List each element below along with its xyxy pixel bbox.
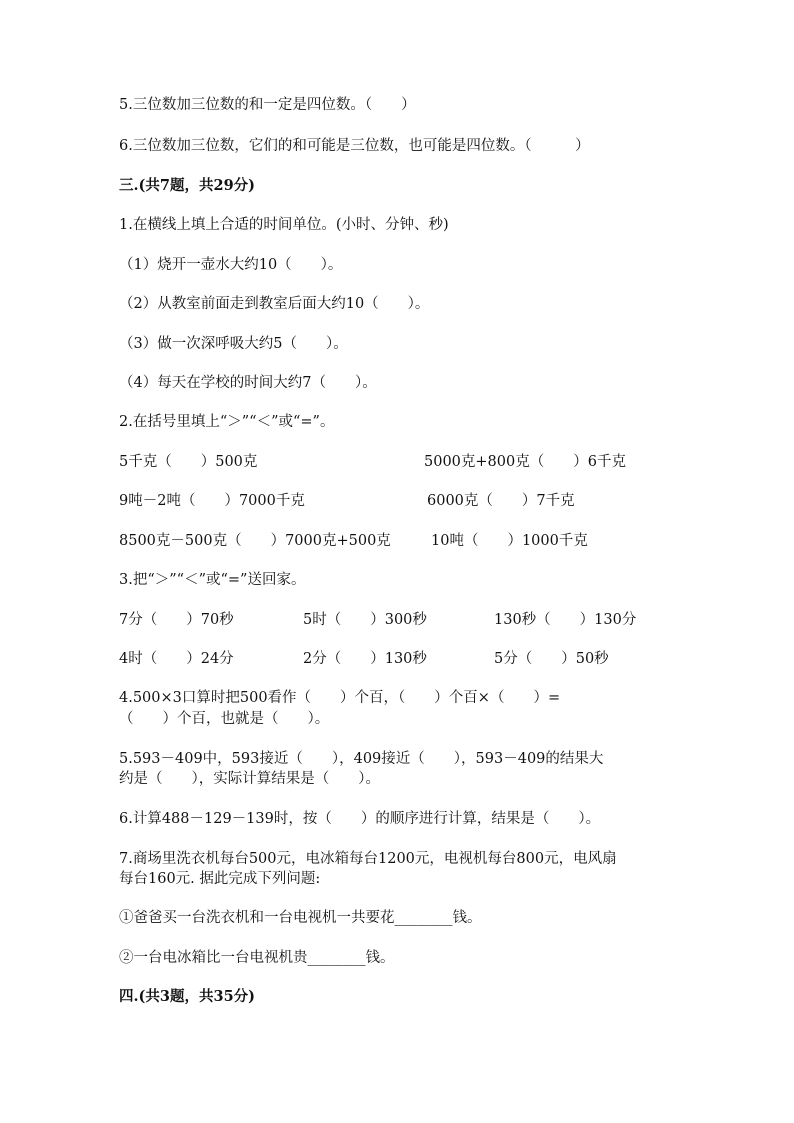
q2-row1-right: 5000克+800克（ ）6千克 xyxy=(424,454,626,470)
s3-question-5-line-1: 5.593－409中，593接近（ ），409接近（ ），593－409的结果大 xyxy=(119,751,604,767)
s3-question-1-part-1: （1）烧开一壶水大约10（ ）。 xyxy=(119,257,343,273)
s3-question-3: 3.把“＞”“＜”或“=”送回家。 xyxy=(119,572,306,588)
s3-question-7-line-2: 每台160元. 据此完成下列问题: xyxy=(119,871,321,887)
q2-row1-left: 5千克（ ）500克 xyxy=(119,454,258,470)
s3-question-1-part-3: （3）做一次深呼吸大约5（ ）。 xyxy=(119,336,348,352)
s3-question-7-line-1: 7.商场里洗衣机每台500元，电冰箱每台1200元，电视机每台800元，电风扇 xyxy=(119,851,617,867)
q2-row3-left: 8500克－500克（ ）7000克+500克 xyxy=(119,533,391,549)
q3-row1-col3: 130秒（ ）130分 xyxy=(494,612,637,628)
s3-question-1: 1.在横线上填上合适的时间单位。(小时、分钟、秒) xyxy=(119,217,449,233)
q2-row2-left: 9吨－2吨（ ）7000千克 xyxy=(119,493,305,509)
q2-row3-right: 10吨（ ）1000千克 xyxy=(431,533,588,549)
q2-row2-right: 6000克（ ）7千克 xyxy=(427,493,575,509)
section-4-heading: 四.(共3题，共35分) xyxy=(119,988,256,1005)
question-6: 6.三位数加三位数，它们的和可能是三位数，也可能是四位数。（ ） xyxy=(119,138,590,154)
s3-question-5-line-2: 约是（ ），实际计算结果是（ ）。 xyxy=(119,771,380,787)
s3-question-2: 2.在括号里填上“＞”“＜”或“=”。 xyxy=(119,414,335,430)
s3-question-7-part-2: ②一台电冰箱比一台电视机贵________钱。 xyxy=(119,950,395,966)
s3-question-4-line-1: 4.500×3口算时把500看作（ ）个百，（ ）个百×（ ）= xyxy=(119,690,561,706)
s3-question-1-part-2: （2）从教室前面走到教室后面大约10（ ）。 xyxy=(119,296,430,312)
q3-row2-col2: 2分（ ）130秒 xyxy=(303,651,427,667)
q3-row1-col1: 7分（ ）70秒 xyxy=(119,612,234,628)
q3-row1-col2: 5时（ ）300秒 xyxy=(303,612,427,628)
question-5: 5.三位数加三位数的和一定是四位数。（ ） xyxy=(119,97,416,113)
q3-row2-col1: 4时（ ）24分 xyxy=(119,651,234,667)
s3-question-1-part-4: （4）每天在学校的时间大约7（ ）。 xyxy=(119,375,377,391)
s3-question-6: 6.计算488－129－139时，按（ ）的顺序进行计算，结果是（ ）。 xyxy=(119,811,601,827)
s3-question-7-part-1: ①爸爸买一台洗衣机和一台电视机一共要花________钱。 xyxy=(119,910,482,926)
section-3-heading: 三.(共7题，共29分) xyxy=(119,177,256,194)
q3-row2-col3: 5分（ ）50秒 xyxy=(494,651,609,667)
s3-question-4-line-2: （ ）个百，也就是（ ）。 xyxy=(119,711,330,727)
